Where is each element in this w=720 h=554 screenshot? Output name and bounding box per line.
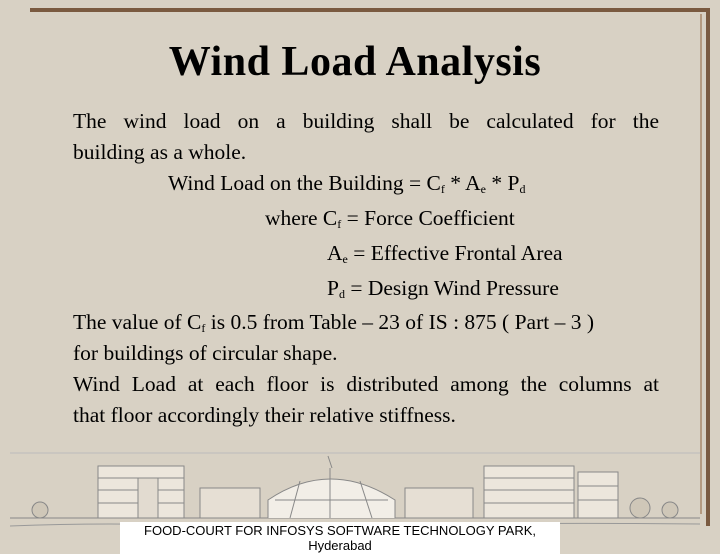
slide-title: Wind Load Analysis	[168, 39, 542, 85]
where-cf-line: where $C_f$ = Force Coefficient	[265, 206, 515, 231]
formula-line: Wind Load on the Building = $C_f * A_e * P_d$	[168, 171, 526, 196]
ae-definition-line: $A_e$ = Effective Frontal Area	[327, 241, 563, 266]
frame-top-border	[30, 8, 710, 12]
cf-value-line: The value of $C_f$ is 0.5 from Table – 23 of IS : 875 ( Part – 3 )	[73, 310, 595, 335]
floor-distribution-line-2: that floor accordingly their relative stiffness.	[73, 403, 456, 427]
floor-distribution-line-1: Wind Load at each floor is distributed among the columns at	[73, 372, 659, 396]
frame-right-inner-border	[700, 14, 702, 514]
pd-definition-line: $P_d$ = Design Wind Pressure	[327, 276, 559, 301]
body-line-1: The wind load on a building shall be calculated for the	[73, 109, 659, 133]
body-line-2: building as a whole.	[73, 140, 247, 164]
drawing-caption: FOOD-COURT FOR INFOSYS SOFTWARE TECHNOLOGY PARK, Hyderabad	[120, 522, 560, 554]
circular-shape-line: for buildings of circular shape.	[73, 341, 338, 365]
